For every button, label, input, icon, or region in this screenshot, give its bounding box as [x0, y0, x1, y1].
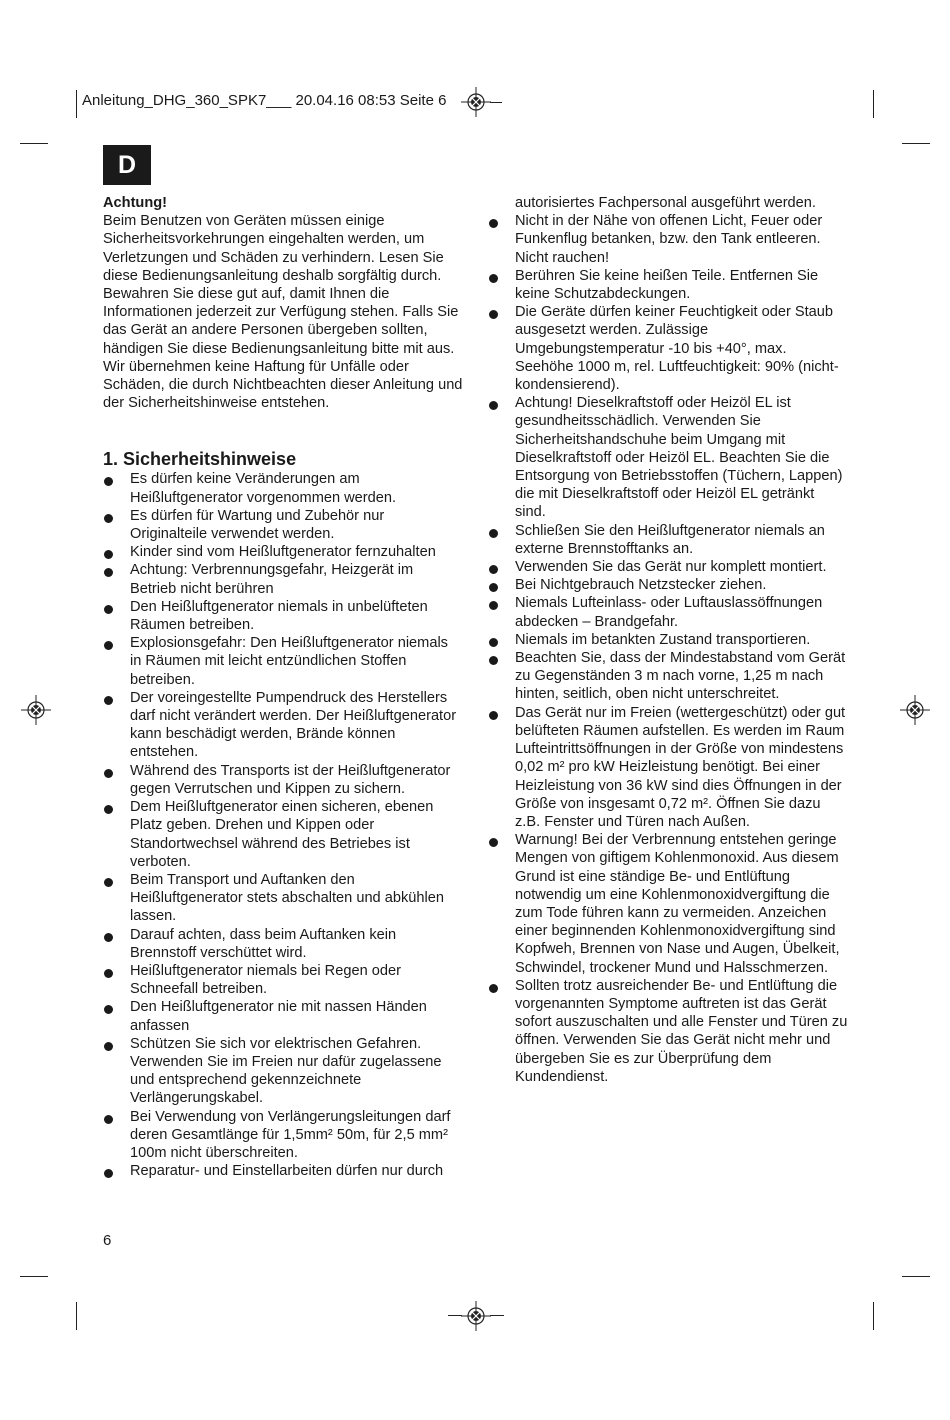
right-column [488, 194, 848, 1086]
language-badge: D [103, 145, 151, 185]
list-item: Niemals im betankten Zustand transportieren. [488, 631, 848, 649]
list-item: Die Geräte dürfen keiner Feuchtigkeit oder Staub ausgesetzt werden. Zulässige Umgebungstemperatur -10 bis +40°, max. Seehöhe 1000 m, rel. Luftfeuchtigkeit: 90% (nicht-kondensierend). [488, 303, 848, 394]
intro-text: Beim Benutzen von Geräten müssen einige Sicherheitsvorkehrungen eingehalten werden, um Verletzungen und Schäden zu verhindern. Lesen Sie diese Bedienungsanleitung deshalb sorgfältig durch. Bewahren Sie diese gut auf, damit Ihnen die Informationen jederzeit zur Verfügung stehen. Falls Sie das Gerät an andere Personen übergeben sollten, händigen Sie diese Bedienungsanleitung bitte mit aus. Wir übernehmen keine Haftung für Unfälle oder Schäden, die durch Nichtbeachten dieser Anleitung und der Sicherheitshinweise entstehen. [103, 213, 463, 412]
list-item: Es dürfen für Wartung und Zubehör nur Originalteile verwendet werden. [103, 507, 463, 543]
crop-mark [902, 143, 930, 144]
list-item: Bei Nichtgebrauch Netzstecker ziehen. [488, 576, 848, 594]
list-item: Das Gerät nur im Freien (wettergeschützt) oder gut belüfteten Räumen aufstellen. Es werden im Raum Lufteintrittsöffnungen in der Größe von mindestens 0,02 m² pro kW Heizleistung benötigt. Bei einer Heizleistung von 36 kW sind dies Öffnungen in der Größe von insgesamt 0,72 m². Öffnen Sie dazu z.B. Fenster und Türen nach Außen. [488, 704, 848, 831]
intro-heading: Achtung! [103, 195, 168, 211]
crop-mark [902, 1276, 930, 1277]
crop-mark [76, 1302, 77, 1330]
list-item: Sollten trotz ausreichender Be- und Entlüftung die vorgenannten Symptome auftreten ist das Gerät sofort auszuschalten und alle Fenster und Türen zu öffnen. Verwenden Sie das Gerät nicht mehr und übergeben Sie es zur Überprüfung dem Kundendienst. [488, 977, 848, 1086]
registration-mark-icon [900, 695, 930, 725]
intro-block [103, 194, 463, 412]
safety-list-right [488, 212, 848, 1086]
list-item: Während des Transports ist der Heißluftgenerator gegen Verrutschen und Kippen zu sichern. [103, 762, 463, 798]
crop-mark [490, 102, 502, 103]
registration-mark-icon [21, 695, 51, 725]
list-item: Den Heißluftgenerator nie mit nassen Händen anfassen [103, 998, 463, 1034]
list-item: Darauf achten, dass beim Auftanken kein Brennstoff verschüttet wird. [103, 926, 463, 962]
list-item: Bei Verwendung von Verlängerungsleitungen darf deren Gesamtlänge für 1,5mm² 50m, für 2,5 mm² 100m nicht überschreiten. [103, 1108, 463, 1163]
left-column [103, 194, 463, 1180]
list-item: Es dürfen keine Veränderungen am Heißluftgenerator vorgenommen werden. [103, 470, 463, 506]
list-item: Heißluftgenerator niemals bei Regen oder Schneefall betreiben. [103, 962, 463, 998]
registration-mark-icon [461, 87, 491, 117]
registration-mark-icon [461, 1301, 491, 1331]
list-item-continuation: autorisiertes Fachpersonal ausgeführt werden. [515, 195, 816, 211]
list-item: Der voreingestellte Pumpendruck des Herstellers darf nicht verändert werden. Der Heißluftgenerator kann beschädigt werden, Brände können entstehen. [103, 689, 463, 762]
print-slug: Anleitung_DHG_360_SPK7___ 20.04.16 08:53 Seite 6 [82, 92, 447, 109]
list-item: Explosionsgefahr: Den Heißluftgenerator niemals in Räumen mit leicht entzündlichen Stoffen betreiben. [103, 634, 463, 689]
crop-mark [76, 90, 77, 118]
list-item: Schützen Sie sich vor elektrischen Gefahren. Verwenden Sie im Freien nur dafür zugelassene und entsprechend gekennzeichnete Verlängerungskabel. [103, 1035, 463, 1108]
crop-mark [20, 143, 48, 144]
list-item: Achtung! Dieselkraftstoff oder Heizöl EL ist gesundheitsschädlich. Verwenden Sie Sicherheitshandschuhe beim Umgang mit Dieselkraftstoff oder Heizöl EL. Beachten Sie die Entsorgung von Betriebsstoffen (Tüchern, Lappen) die mit Dieselkraftstoff oder Heizöl EL getränkt sind. [488, 394, 848, 521]
crop-mark [490, 1315, 504, 1316]
list-item: Verwenden Sie das Gerät nur komplett montiert. [488, 558, 848, 576]
list-item: Beachten Sie, dass der Mindestabstand vom Gerät zu Gegenständen 3 m nach vorne, 1,25 m nach hinten, seitlich, oben nicht unterschreitet. [488, 649, 848, 704]
crop-mark [873, 90, 874, 118]
page-number: 6 [103, 1232, 112, 1249]
crop-mark [20, 1276, 48, 1277]
list-item: Dem Heißluftgenerator einen sicheren, ebenen Platz geben. Drehen und Kippen oder Standortwechsel während des Betriebes ist verboten. [103, 798, 463, 871]
section-title: 1. Sicherheitshinweise [103, 449, 297, 470]
list-item: Den Heißluftgenerator niemals in unbelüfteten Räumen betreiben. [103, 598, 463, 634]
list-item: Reparatur- und Einstellarbeiten dürfen nur durch [103, 1162, 463, 1180]
list-item: Achtung: Verbrennungsgefahr, Heizgerät im Betrieb nicht berühren [103, 561, 463, 597]
list-item: Nicht in der Nähe von offenen Licht, Feuer oder Funkenflug betanken, bzw. den Tank entleeren. Nicht rauchen! [488, 212, 848, 267]
list-item: Beim Transport und Auftanken den Heißluftgenerator stets abschalten und abkühlen lassen. [103, 871, 463, 926]
safety-list-left [103, 470, 463, 1180]
list-item: Berühren Sie keine heißen Teile. Entfernen Sie keine Schutzabdeckungen. [488, 267, 848, 303]
crop-mark [873, 1302, 874, 1330]
list-item: Warnung! Bei der Verbrennung entstehen geringe Mengen von giftigem Kohlenmonoxid. Aus diesem Grund ist eine ständige Be- und Entlüftung notwendig um eine Kohlenmonoxidvergiftung die zum Tode führen kann zu vermeiden. Anzeichen einer beginnenden Kohlenmonoxidvergiftung sind Kopfweh, Brennen von Nase und Augen, Übelkeit, Schwindel, trockener Mund und Halsschmerzen. [488, 831, 848, 977]
list-item: Niemals Lufteinlass- oder Luftauslassöffnungen abdecken – Brandgefahr. [488, 594, 848, 630]
list-item: Schließen Sie den Heißluftgenerator niemals an externe Brennstofftanks an. [488, 522, 848, 558]
list-item: Kinder sind vom Heißluftgenerator fernzuhalten [103, 543, 463, 561]
crop-mark [448, 1315, 462, 1316]
